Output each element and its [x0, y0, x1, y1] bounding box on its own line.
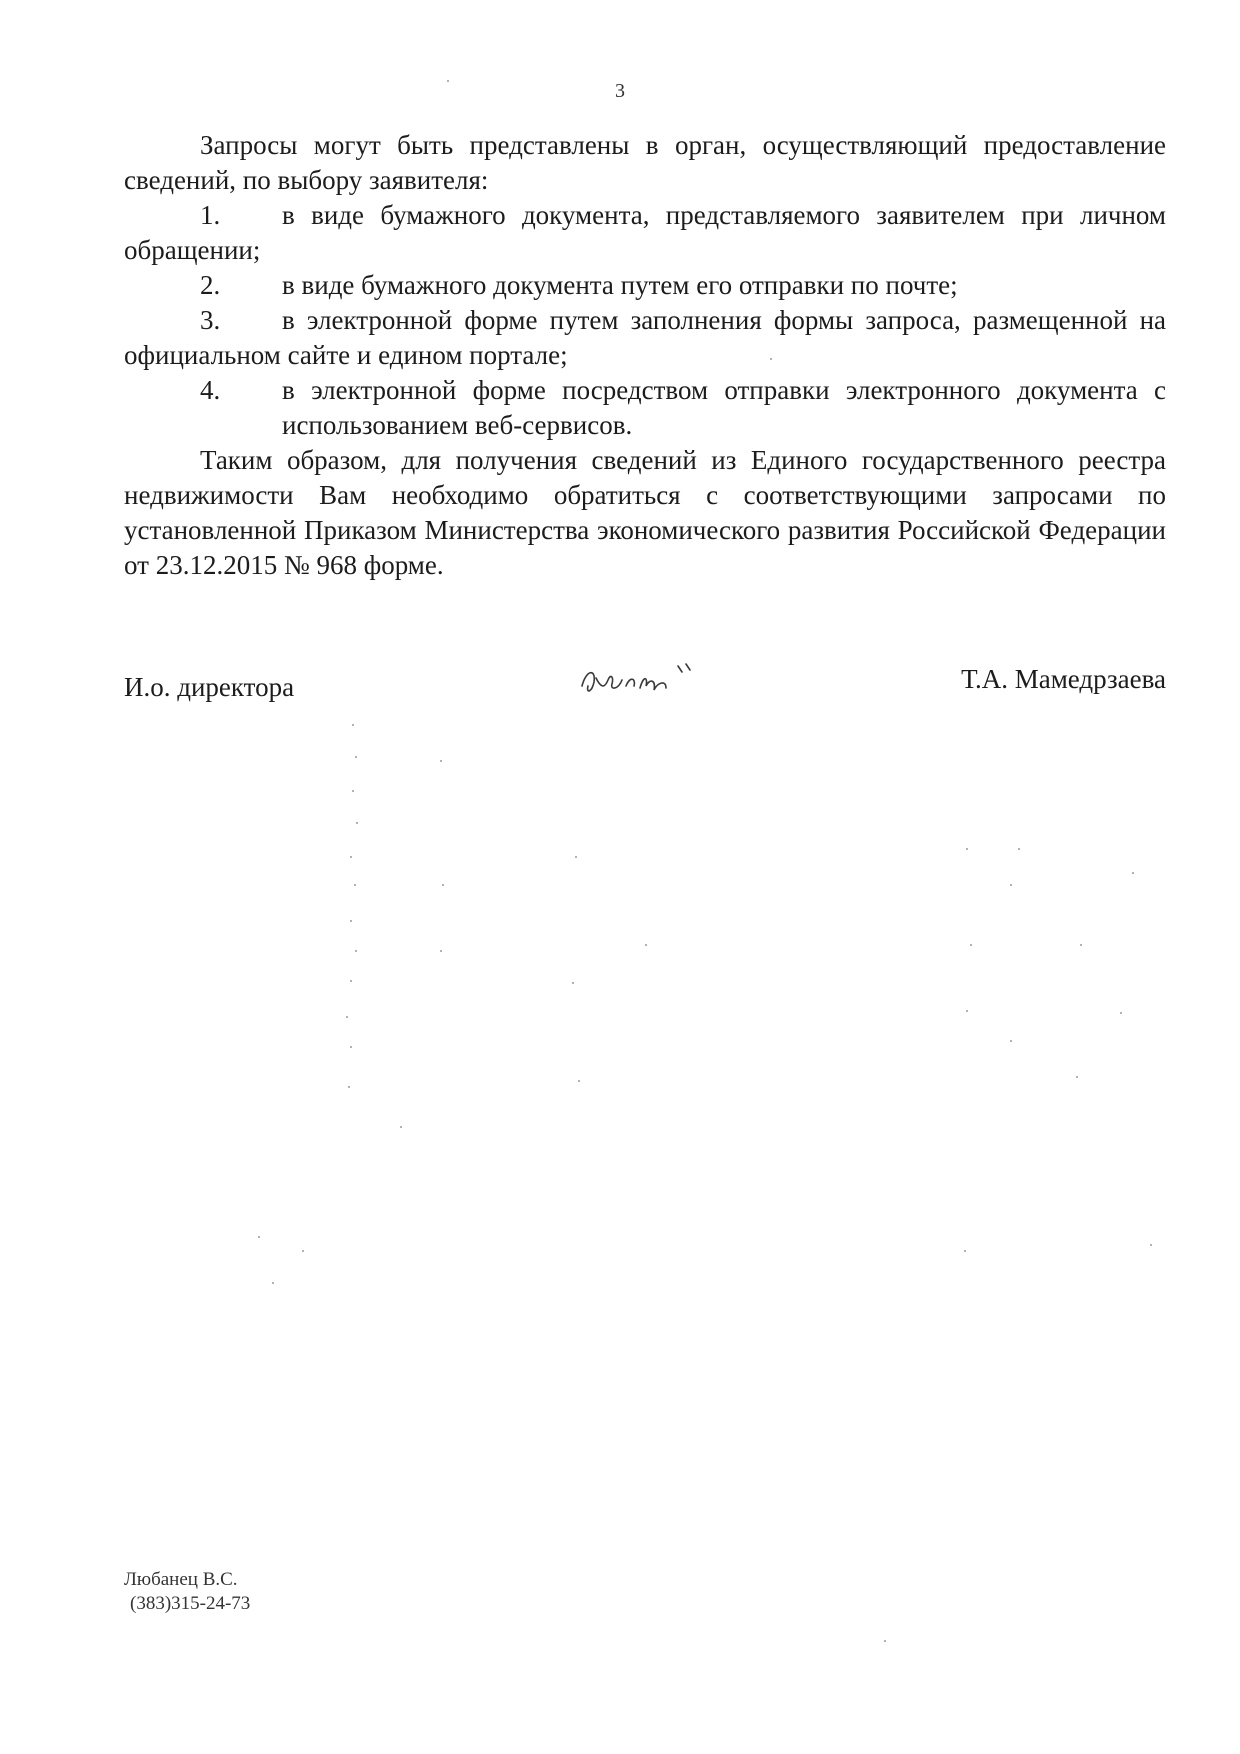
scan-speck: [355, 756, 357, 758]
executor-name: Любанец В.С.: [124, 1569, 238, 1590]
scan-speck: [884, 1640, 886, 1642]
list-item-number: 2.: [200, 270, 221, 300]
scan-speck: [440, 760, 442, 762]
list-item-number: 4.: [200, 375, 221, 405]
scan-speck: [1150, 1244, 1152, 1246]
signatory-name: Т.А. Мамедрзаева: [961, 664, 1166, 694]
scan-speck: [575, 856, 577, 858]
scan-speck: [1018, 848, 1020, 850]
list-item-text: в электронной форме путем заполнения формы запроса, размещенной на официальном сайте и едином портале;: [124, 305, 1166, 370]
scan-speck: [1010, 1040, 1012, 1042]
scan-speck: [1120, 1012, 1122, 1014]
conclusion-paragraph: Таким образом, для получения сведений из Единого государственного реестра недвижимости Вам необходимо обратиться с соответствующими запросами по установленной Приказом Министерства экономического развития Российской Федерации от 23.12.2015 № 968 форме.: [124, 445, 1166, 580]
scan-speck: [352, 790, 354, 792]
scan-speck: [1080, 944, 1082, 946]
list-item-text: в виде бумажного документа путем его отправки по почте;: [282, 270, 958, 300]
list-item-1: [124, 198, 1166, 268]
scan-speck: [964, 1250, 966, 1252]
scan-speck: [572, 982, 574, 984]
scan-speck: [350, 856, 352, 858]
scan-speck: [970, 944, 972, 946]
executor-phone: (383)315-24-73: [130, 1593, 251, 1614]
scan-speck: [352, 724, 354, 726]
scan-speck: [258, 1236, 260, 1238]
handwritten-signature: [574, 656, 704, 704]
scan-speck: [966, 1010, 968, 1012]
list-item-text: в виде бумажного документа, представляемого заявителем при личном обращении;: [124, 200, 1166, 265]
list-item-text: в электронной форме посредством отправки электронного документа с использованием веб-сервисов.: [282, 375, 1166, 440]
intro-paragraph: Запросы могут быть представлены в орган, осуществляющий предоставление сведений, по выбору заявителя:: [124, 130, 1166, 195]
scan-speck: [770, 358, 772, 360]
scan-speck: [350, 1046, 352, 1048]
scan-speck: [354, 884, 356, 886]
scan-speck: [1076, 1076, 1078, 1078]
scan-speck: [400, 1126, 402, 1128]
scan-speck: [302, 1250, 304, 1252]
scan-speck: [447, 80, 449, 82]
scan-speck: [442, 884, 444, 886]
executor-info: [124, 1568, 250, 1616]
scan-speck: [966, 848, 968, 850]
list-item-2: [124, 268, 1166, 303]
scan-speck: [440, 950, 442, 952]
scan-speck: [1010, 884, 1012, 886]
scan-speck: [350, 920, 352, 922]
page-number: 3: [615, 80, 625, 102]
list-item-4: [124, 373, 1166, 443]
scan-speck: [1132, 872, 1134, 874]
scan-speck: [356, 822, 358, 824]
list-item-3: [124, 303, 1166, 373]
list-item-number: 3.: [200, 305, 221, 335]
signature-row: [124, 664, 1166, 722]
scan-speck: [272, 1282, 274, 1284]
scan-speck: [578, 1080, 580, 1082]
signatory-title: И.о. директора: [124, 672, 295, 702]
scan-speck: [346, 1016, 348, 1018]
scan-speck: [645, 944, 647, 946]
letter-body: [124, 128, 1166, 583]
scan-speck: [350, 980, 352, 982]
scan-speck: [348, 1086, 350, 1088]
list-item-number: 1.: [200, 200, 221, 230]
scan-speck: [355, 950, 357, 952]
